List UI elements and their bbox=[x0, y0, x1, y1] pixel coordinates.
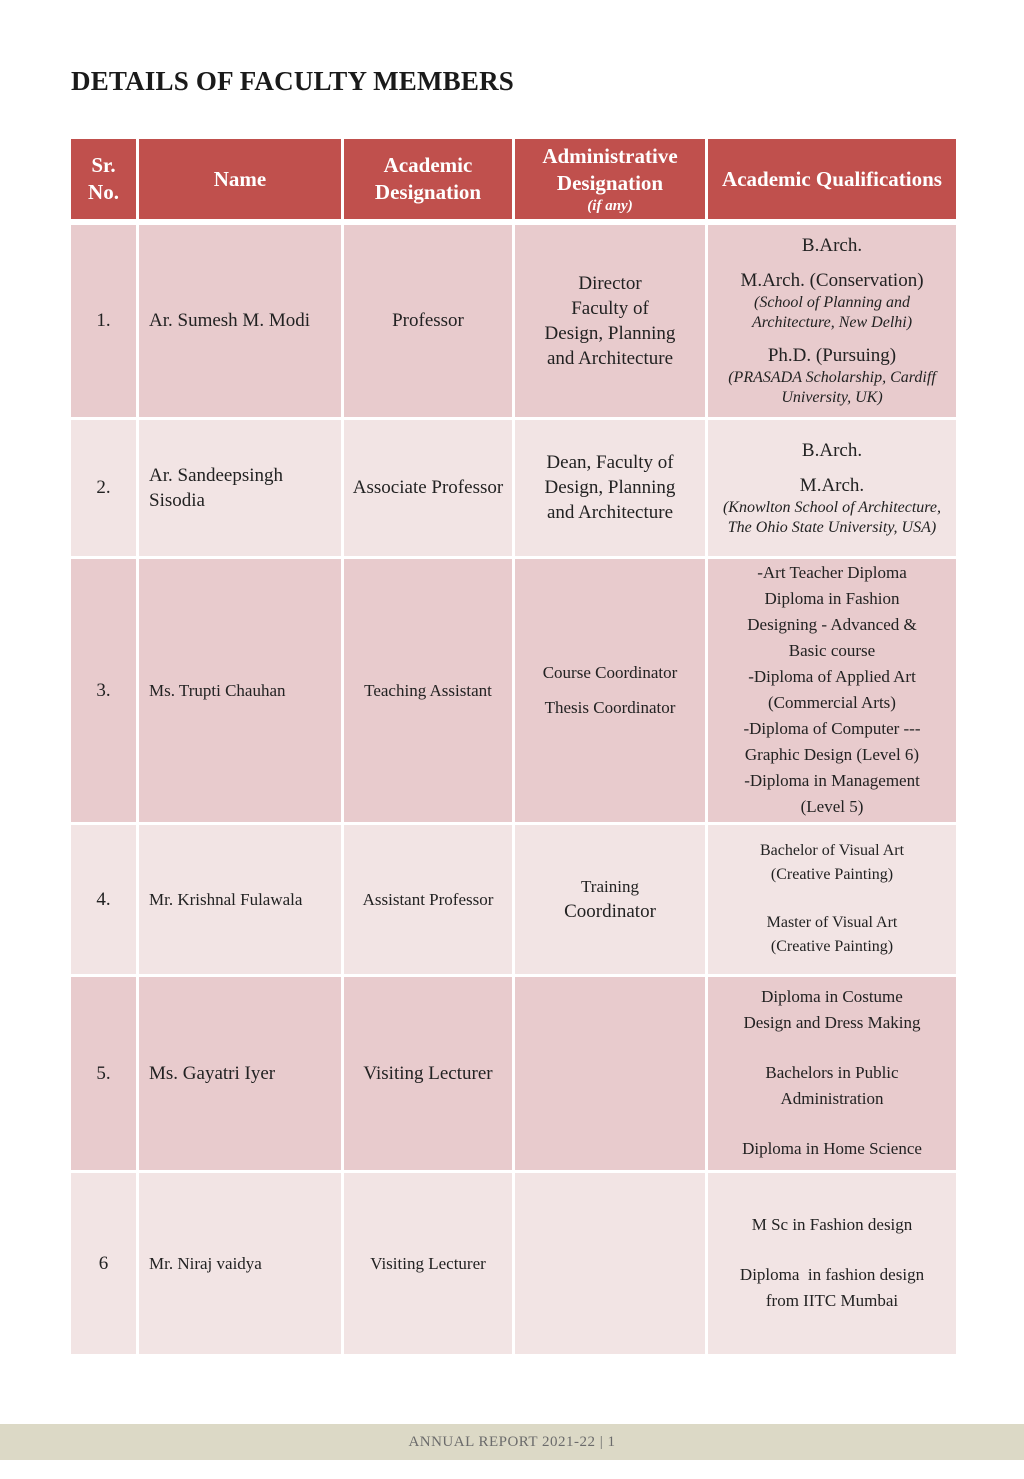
qualification: (Creative Painting) bbox=[770, 938, 894, 955]
admin-line: Design, Planning bbox=[544, 322, 676, 344]
cell-academic-designation: Associate Professor bbox=[343, 418, 514, 557]
admin-line: and Architecture bbox=[546, 502, 674, 523]
table-row bbox=[70, 418, 958, 557]
cell-qualifications bbox=[707, 418, 958, 557]
table-row bbox=[70, 975, 958, 1171]
cell-qualifications bbox=[707, 222, 958, 418]
cell-academic-designation: Teaching Assistant bbox=[343, 557, 514, 823]
admin-line: Dean, Faculty of bbox=[546, 452, 674, 473]
qualification: Administration bbox=[780, 1089, 884, 1108]
qualification: -Art Teacher Diploma bbox=[757, 563, 907, 582]
qualification: -Diploma in Management bbox=[744, 771, 920, 790]
admin-line: Training bbox=[581, 877, 639, 896]
qualification: Graphic Design (Level 6) bbox=[744, 745, 920, 764]
header-administrative-designation bbox=[514, 138, 707, 223]
qualification: M.Arch. (Conservation) bbox=[740, 270, 924, 292]
qualification: Basic course bbox=[788, 641, 876, 660]
qualification: from IITC Mumbai bbox=[765, 1291, 899, 1310]
qualification: B.Arch. bbox=[801, 235, 863, 257]
page-title: DETAILS OF FACULTY MEMBERS bbox=[71, 66, 515, 96]
admin-line: Thesis Coordinator bbox=[544, 698, 676, 717]
cell-sr-no: 6 bbox=[70, 1171, 138, 1355]
cell-qualifications bbox=[707, 975, 958, 1171]
qualification: M Sc in Fashion design bbox=[751, 1215, 913, 1234]
cell-academic-designation: Assistant Professor bbox=[343, 823, 514, 975]
cell-academic-designation: Visiting Lecturer bbox=[343, 1171, 514, 1355]
cell-qualifications bbox=[707, 823, 958, 975]
header-name: Name bbox=[138, 138, 343, 223]
admin-line: Course Coordinator bbox=[542, 663, 678, 682]
cell-sr-no: 5. bbox=[70, 975, 138, 1171]
header-qualifications: Academic Qualifications bbox=[707, 138, 958, 223]
qualification: Bachelor of Visual Art bbox=[759, 842, 905, 859]
admin-line: Faculty of bbox=[571, 297, 649, 319]
cell-academic-designation: Professor bbox=[343, 222, 514, 418]
admin-line: Director bbox=[578, 272, 642, 294]
cell-name: Mr. Niraj vaidya bbox=[138, 1171, 343, 1355]
qualification-institution: (Knowlton School of Architecture, The Ohio State University, USA) bbox=[722, 498, 942, 536]
qualification: -Diploma of Applied Art bbox=[748, 667, 916, 686]
cell-administrative-designation bbox=[514, 222, 707, 418]
cell-name: Ms. Gayatri Iyer bbox=[138, 975, 343, 1171]
cell-sr-no: 4. bbox=[70, 823, 138, 975]
qualification-institution: (PRASADA Scholarship, Cardiff University, UK) bbox=[728, 369, 936, 407]
header-administrative-label: Administrative Designation bbox=[542, 144, 678, 195]
cell-name: Ms. Trupti Chauhan bbox=[138, 557, 343, 823]
qualification: Master of Visual Art bbox=[766, 914, 898, 931]
header-sr-no: Sr. No. bbox=[70, 138, 138, 223]
cell-administrative-designation bbox=[514, 418, 707, 557]
qualification-institution: (School of Planning and Architecture, New Delhi) bbox=[751, 294, 913, 332]
faculty-table bbox=[68, 136, 959, 1357]
cell-qualifications bbox=[707, 557, 958, 823]
cell-administrative-designation bbox=[514, 557, 707, 823]
qualification: (Commercial Arts) bbox=[768, 693, 896, 712]
cell-administrative-designation bbox=[514, 1171, 707, 1355]
admin-line: Design, Planning bbox=[544, 477, 676, 498]
cell-qualifications bbox=[707, 1171, 958, 1355]
qualification: (Creative Painting) bbox=[770, 866, 894, 883]
qualification: B.Arch. bbox=[801, 439, 863, 461]
cell-administrative-designation bbox=[514, 975, 707, 1171]
cell-name: Ar. Sandeepsingh Sisodia bbox=[138, 418, 343, 557]
qualification: Design and Dress Making bbox=[743, 1013, 921, 1032]
cell-sr-no: 1. bbox=[70, 222, 138, 418]
header-administrative-note: (if any) bbox=[587, 198, 633, 214]
qualification: Diploma in Fashion bbox=[764, 589, 900, 608]
qualification: M.Arch. bbox=[799, 474, 865, 496]
cell-administrative-designation bbox=[514, 823, 707, 975]
qualification: -Diploma of Computer --- bbox=[743, 719, 921, 738]
qualification: Ph.D. (Pursuing) bbox=[767, 345, 897, 367]
table-row bbox=[70, 1171, 958, 1355]
cell-name: Ar. Sumesh M. Modi bbox=[138, 222, 343, 418]
table-row bbox=[70, 557, 958, 823]
qualification: Diploma in Costume bbox=[761, 987, 903, 1006]
admin-line: Coordinator bbox=[564, 901, 656, 922]
cell-sr-no: 3. bbox=[70, 557, 138, 823]
qualification: Diploma in Home Science bbox=[742, 1139, 922, 1158]
header-academic-designation: Academic Designation bbox=[343, 138, 514, 223]
table-header-row bbox=[70, 138, 958, 223]
table-row bbox=[70, 222, 958, 418]
page-footer bbox=[0, 1424, 1024, 1460]
qualification: Designing - Advanced & bbox=[747, 615, 917, 634]
qualification: (Level 5) bbox=[800, 797, 864, 816]
footer-text: ANNUAL REPORT 2021-22 | 1 bbox=[408, 1434, 616, 1450]
cell-name: Mr. Krishnal Fulawala bbox=[138, 823, 343, 975]
qualification: Bachelors in Public bbox=[765, 1063, 899, 1082]
cell-sr-no: 2. bbox=[70, 418, 138, 557]
admin-line: and Architecture bbox=[546, 347, 674, 369]
cell-academic-designation: Visiting Lecturer bbox=[343, 975, 514, 1171]
qualification: Diploma in fashion design bbox=[739, 1265, 925, 1284]
table-row bbox=[70, 823, 958, 975]
